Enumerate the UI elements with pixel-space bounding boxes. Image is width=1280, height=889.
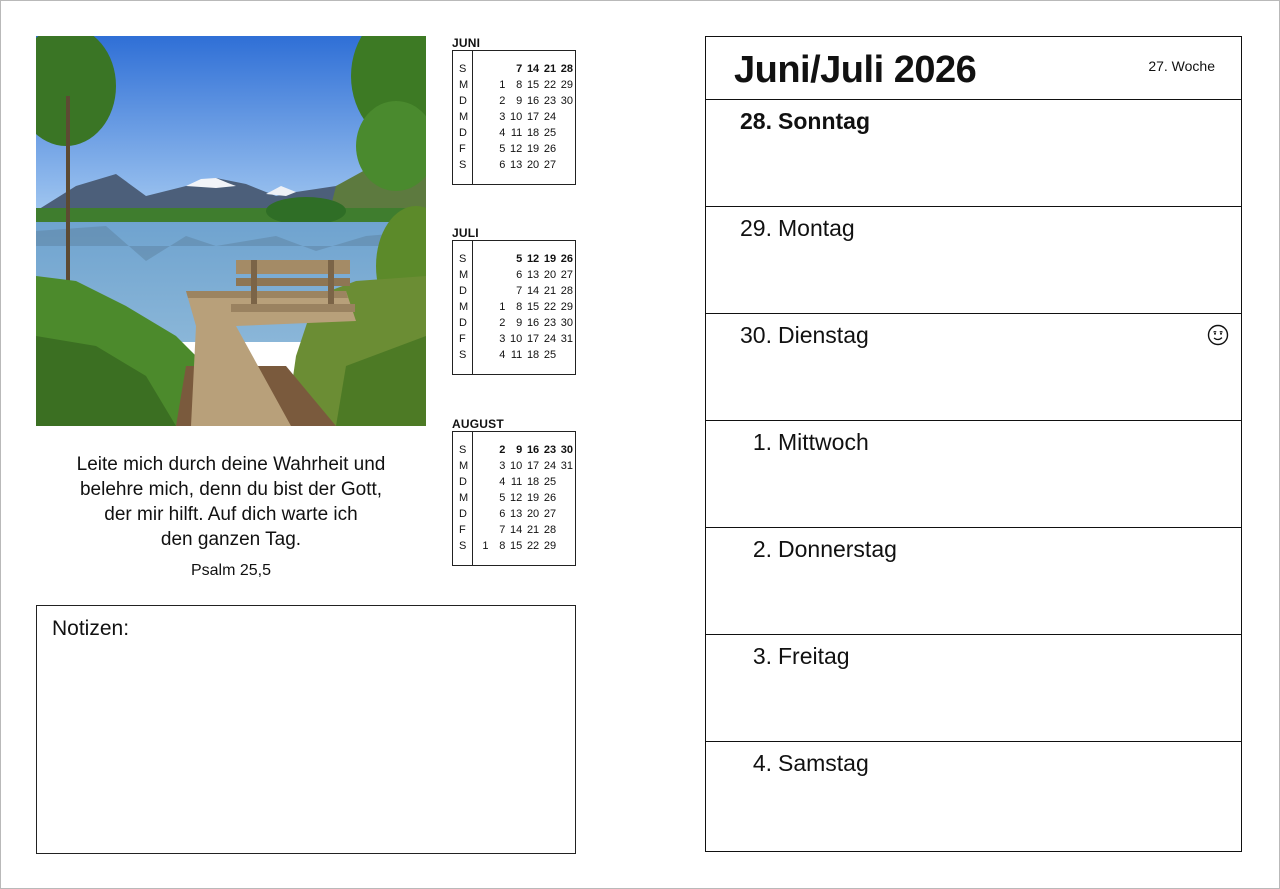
calendar-week-row [475,299,573,315]
weekday-letter: S [459,63,467,75]
date-cell: 20 [543,269,557,281]
week-title: Juni/Juli 2026 [734,49,977,91]
date-cell [489,267,506,283]
calendar-week-row [475,331,573,347]
calendar-week-row [475,522,573,538]
weekday-letter: M [459,492,469,504]
day-number: 1. [752,429,772,455]
day-row-samstag[interactable] [706,742,1241,849]
date-cell: 8 [516,79,523,91]
date-cell: 19 [543,253,557,265]
mini-calendar-july [452,226,576,375]
date-cell [475,474,489,490]
date-cell: 31 [560,333,573,345]
date-cell-empty [475,109,489,125]
date-cell: 14 [510,524,523,536]
date-cell: 18 [526,127,540,139]
date-cell: 17 [526,333,540,345]
date-cell [556,347,573,363]
date-rows [475,61,573,173]
date-cell: 18 [526,476,540,488]
day-name: Samstag [778,750,869,776]
date-cell: 28 [560,285,573,297]
date-cell: 1 [482,540,489,552]
weekday-letter: S [459,444,467,456]
date-cell: 21 [543,63,557,75]
day-number: 28. [740,108,772,134]
mini-calendar-grid [452,431,576,566]
day-name: Montag [778,215,855,241]
date-cell: 30 [560,317,573,329]
date-cell: 12 [510,492,523,504]
date-cell: 10 [510,111,523,123]
weekday-letters [453,241,473,374]
notes-box[interactable] [36,605,576,854]
weekday-letter: M [459,460,469,472]
date-cell: 9 [516,95,523,107]
date-cell-empty [475,251,489,267]
calendar-week-row [475,347,573,363]
mini-calendar-title: JULI [452,226,479,240]
date-cell: 11 [510,349,523,361]
date-cell: 5 [516,253,523,265]
date-cell: 10 [510,460,523,472]
date-cell-empty [475,125,489,141]
date-cell: 14 [526,285,540,297]
weekday-letter: S [459,253,467,265]
weekday-letters [453,51,473,184]
weekday-letter: F [459,143,466,155]
day-name: Mittwoch [778,429,869,455]
day-row-montag[interactable] [706,207,1241,314]
date-cell [556,157,573,173]
date-cell-empty [475,77,489,93]
date-cell-empty [475,299,489,315]
date-cell-empty [475,267,489,283]
calendar-week-row [475,77,573,93]
date-cell: 5 [499,492,506,504]
verse-line: Leite mich durch deine Wahrheit und [76,454,386,475]
mini-calendar-june [452,36,576,185]
date-cell: 31 [560,460,573,472]
date-cell [556,474,573,490]
date-cell [556,538,573,554]
date-cell: 29 [560,79,573,91]
date-cell: 23 [543,444,557,456]
date-cell: 23 [543,317,557,329]
weekday-letter: F [459,524,466,536]
calendar-week-row [475,157,573,173]
date-cell: 22 [543,301,557,313]
date-cell [556,141,573,157]
date-cell: 4 [499,476,506,488]
date-cell: 26 [543,492,557,504]
date-cell: 7 [499,524,506,536]
notes-label: Notizen: [52,617,130,640]
date-cell: 1 [499,301,506,313]
day-name: Donnerstag [778,536,897,562]
date-cell: 28 [560,63,573,75]
date-cell: 5 [499,143,506,155]
calendar-week-row [475,474,573,490]
calendar-week-row [475,251,573,267]
day-number: 3. [752,643,772,669]
date-cell: 29 [543,540,557,552]
date-cell: 22 [526,540,540,552]
calendar-week-row [475,267,573,283]
date-cell: 16 [526,95,540,107]
day-number: 4. [752,750,772,776]
date-cell: 8 [516,301,523,313]
date-cell [475,442,489,458]
verse-line: den ganzen Tag. [160,529,302,550]
lake-landscape-photo [36,36,426,426]
date-cell: 25 [543,127,557,139]
date-cell: 27 [543,159,557,171]
date-cell [475,458,489,474]
weekday-letter: D [459,127,467,139]
weekday-letters [453,432,473,565]
weekday-letter: S [459,540,467,552]
mini-calendar-title: AUGUST [452,417,504,431]
date-cell: 15 [526,79,540,91]
weekday-letter: D [459,508,467,520]
date-cell [556,522,573,538]
date-cell [475,522,489,538]
calendar-week-row [475,61,573,77]
verse-line: der mir hilft. Auf dich warte ich [104,504,358,525]
date-cell: 4 [499,349,506,361]
calendar-week-row [475,141,573,157]
date-cell: 3 [499,333,506,345]
weekday-letter: D [459,285,467,297]
date-cell: 26 [560,253,573,265]
mini-calendar-grid [452,240,576,375]
day-list [706,100,1241,849]
date-cell: 24 [543,333,557,345]
date-cell [556,490,573,506]
date-cell [475,506,489,522]
day-number: 29. [740,215,772,241]
calendar-week-row [475,283,573,299]
date-cell: 2 [499,95,506,107]
weekday-letter: D [459,476,467,488]
date-cell: 3 [499,460,506,472]
smiley-face-icon [1207,324,1229,346]
mini-calendar-august [452,417,576,566]
date-cell: 16 [526,444,540,456]
date-cell [489,283,506,299]
date-cell: 18 [526,349,540,361]
date-cell-empty [475,61,489,77]
date-cell: 14 [526,63,540,75]
date-cell: 19 [526,492,540,504]
calendar-week-row [475,315,573,331]
date-cell: 3 [499,111,506,123]
date-cell: 15 [526,301,540,313]
weekday-letter: S [459,349,467,361]
date-cell: 8 [499,540,506,552]
day-number: 30. [740,322,772,348]
date-cell: 12 [526,253,540,265]
calendar-week-row [475,490,573,506]
day-row-freitag[interactable] [706,635,1241,742]
date-cell: 7 [516,285,523,297]
date-cell: 19 [526,143,540,155]
weekday-letter: F [459,333,466,345]
day-name: Dienstag [778,322,869,348]
day-number: 2. [752,536,772,562]
date-cell: 26 [543,143,557,155]
date-cell: 13 [510,508,523,520]
date-cell: 9 [516,317,523,329]
calendar-week-row [475,538,573,554]
mini-calendar-title: JUNI [452,36,481,50]
date-cell [556,125,573,141]
date-cell-empty [475,315,489,331]
date-cell-empty [475,347,489,363]
date-cell: 13 [526,269,540,281]
verse-line: belehre mich, denn du bist der Gott, [79,479,383,500]
date-cell: 6 [499,159,506,171]
date-cell: 27 [543,508,557,520]
date-cell [475,490,489,506]
date-cell: 24 [543,111,557,123]
weekday-letter: M [459,79,469,91]
date-cell: 12 [510,143,523,155]
date-cell: 9 [516,444,523,456]
date-cell: 6 [499,508,506,520]
day-name: Freitag [778,643,850,669]
calendar-week-row [475,93,573,109]
date-cell [489,61,506,77]
day-row-mittwoch[interactable] [706,421,1241,528]
date-cell: 16 [526,317,540,329]
date-cell: 6 [516,269,523,281]
date-cell: 27 [560,269,573,281]
date-cell-empty [475,141,489,157]
date-rows [475,251,573,363]
date-cell: 20 [526,159,540,171]
day-row-dienstag[interactable] [706,314,1241,421]
weekday-letter: S [459,159,467,171]
calendar-week-row [475,506,573,522]
date-cell: 11 [510,476,523,488]
week-header [706,37,1241,100]
day-row-donnerstag[interactable] [706,528,1241,635]
date-cell: 30 [560,444,573,456]
date-cell: 2 [499,444,506,456]
date-cell: 4 [499,127,506,139]
date-cell: 13 [510,159,523,171]
weekday-letter: M [459,111,469,123]
calendar-week-row [475,458,573,474]
date-cell: 23 [543,95,557,107]
week-planner [705,36,1242,852]
date-cell: 10 [510,333,523,345]
date-cell: 20 [526,508,540,520]
date-cell-empty [475,157,489,173]
day-name: Sonntag [778,108,870,134]
date-cell: 28 [543,524,557,536]
weekday-letter: M [459,301,469,313]
date-cell: 25 [543,349,557,361]
calendar-week-row [475,109,573,125]
date-cell: 29 [560,301,573,313]
date-cell: 17 [526,111,540,123]
date-cell: 17 [526,460,540,472]
date-cell: 11 [510,127,523,139]
date-cell: 25 [543,476,557,488]
date-cell-empty [475,283,489,299]
date-cell-empty [475,93,489,109]
verse-reference: Psalm 25,5 [190,562,272,579]
date-cell: 24 [543,460,557,472]
bible-verse [36,452,426,552]
date-cell: 2 [499,317,506,329]
weekday-letter: D [459,95,467,107]
day-row-sonntag[interactable] [706,100,1241,207]
date-cell: 21 [526,524,540,536]
date-cell: 1 [499,79,506,91]
date-cell [556,506,573,522]
date-cell: 7 [516,63,523,75]
weekday-letter: D [459,317,467,329]
mini-calendar-grid [452,50,576,185]
date-cell: 21 [543,285,557,297]
weekday-letter: M [459,269,469,281]
date-cell: 22 [543,79,557,91]
date-rows [475,442,573,554]
date-cell [556,109,573,125]
calendar-week-row [475,442,573,458]
calendar-week-row [475,125,573,141]
week-number: 27. Woche [1148,58,1215,74]
date-cell [489,251,506,267]
date-cell: 15 [510,540,523,552]
date-cell-empty [475,331,489,347]
date-cell: 30 [560,95,573,107]
